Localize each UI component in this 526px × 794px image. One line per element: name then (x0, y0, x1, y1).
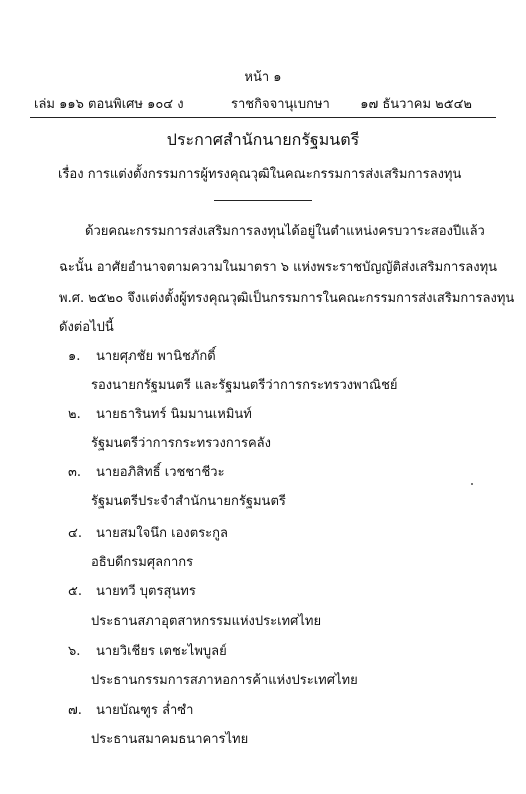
gazette-name: ราชกิจจานุเบกษา (231, 97, 330, 112)
member-position: รัฐมนตรีประจำสำนักนายกรัฐมนตรี (91, 494, 286, 509)
title-divider (214, 200, 312, 201)
body-line: ด้วยคณะกรรมการส่งเสริมการลงทุนได้อยู่ในตำแหน่งครบวาระสองปีแล้ว (85, 224, 485, 239)
member-position: ประธานสภาอุตสาหกรรมแห่งประเทศไทย (91, 614, 322, 629)
member-name: นายสมใจนึก เองตระกูล (96, 526, 229, 541)
member-number: ๕. (68, 584, 82, 599)
member-number: ๑. (68, 349, 81, 364)
page-number: หน้า ๑ (244, 70, 282, 85)
member-position: รัฐมนตรีว่าการกระทรวงการคลัง (91, 436, 271, 451)
publication-date: ๑๗ ธันวาคม ๒๕๔๒ (360, 97, 472, 112)
member-number: ๒. (68, 407, 81, 422)
volume-issue: เล่ม ๑๑๖ ตอนพิเศษ ๑๐๔ ง (34, 97, 184, 112)
member-name: นายวิเชียร เตชะไพบูลย์ (96, 644, 227, 659)
member-position: ประธานสมาคมธนาคารไทย (91, 732, 249, 747)
body-line: ดังต่อไปนี้ (59, 320, 114, 335)
announcement-subject: เรื่อง การแต่งตั้งกรรมการผู้ทรงคุณวุฒิในคณะกรรมการส่งเสริมการลงทุน (58, 167, 462, 182)
scan-speck (471, 483, 473, 485)
announcement-title: ประกาศสำนักนายกรัฐมนตรี (166, 130, 360, 149)
member-number: ๖. (68, 644, 81, 659)
member-number: ๓. (68, 465, 82, 480)
member-name: นายศุภชัย พานิชภักดิ์ (96, 349, 216, 364)
member-position: ประธานกรรมการสภาหอการค้าแห่งประเทศไทย (91, 673, 358, 688)
member-name: นายอภิสิทธิ์ เวชชาชีวะ (96, 465, 225, 480)
member-position: อธิบดีกรมศุลกากร (91, 555, 194, 570)
member-name: นายธารินทร์ นิมมานเหมินท์ (96, 407, 252, 422)
member-name: นายบัณฑูร ล่ำซำ (96, 703, 194, 718)
member-name: นายทวี บุตรสุนทร (96, 584, 196, 599)
body-line: ฉะนั้น อาศัยอำนาจตามความในมาตรา ๖ แห่งพระราชบัญญัติส่งเสริมการลงทุน (59, 260, 498, 275)
member-position: รองนายกรัฐมนตรี และรัฐมนตรีว่าการกระทรวงพาณิชย์ (91, 378, 398, 393)
member-number: ๗. (68, 703, 82, 718)
member-number: ๔. (68, 526, 82, 541)
body-line: พ.ศ. ๒๕๒๐ จึงแต่งตั้งผู้ทรงคุณวุฒิเป็นกรรมการในคณะกรรมการส่งเสริมการลงทุน (59, 291, 515, 306)
header-divider (30, 117, 496, 118)
